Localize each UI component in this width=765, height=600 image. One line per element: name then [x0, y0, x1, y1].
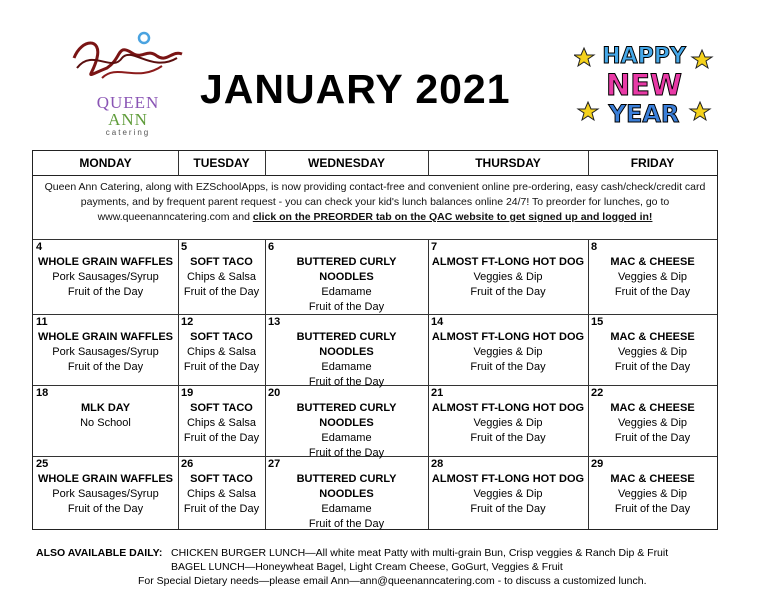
banner-year: YEAR — [608, 100, 680, 128]
lunch-calendar — [32, 150, 718, 530]
preorder-link[interactable]: click on the PREORDER tab on the QAC website to get signed up and logged in! — [252, 211, 653, 223]
side-2: Fruit of the Day — [470, 432, 546, 444]
main-dish: MAC & CHEESE — [610, 402, 695, 414]
footer-line-dietary: For Special Dietary needs—please email Ann—ann@queenanncatering.com - to discuss a customized lunch. — [138, 575, 647, 587]
main-dish: MAC & CHEESE — [610, 473, 695, 485]
day-number: 21 — [431, 387, 444, 399]
day-number: 20 — [268, 387, 281, 399]
side-2: Fruit of the Day — [470, 286, 546, 298]
day-cell — [33, 456, 178, 529]
main-dish: ALMOST FT-LONG HOT DOG — [431, 473, 585, 485]
side-2: Fruit of the Day — [614, 432, 691, 444]
page-title: JANUARY 2021 — [200, 66, 511, 112]
side-2: Fruit of the Day — [308, 447, 385, 459]
side-1: Pork Sausages/Syrup — [52, 346, 159, 358]
footer-line-chicken: CHICKEN BURGER LUNCH—All white meat Patty with multi-grain Bun, Crisp veggies & Ranch Dip & Fruit — [171, 547, 669, 559]
day-number: 26 — [181, 458, 194, 470]
day-cell — [265, 456, 428, 529]
day-number: 25 — [36, 458, 49, 470]
side-1: Veggies & Dip — [473, 346, 543, 358]
side-2: Fruit of the Day — [183, 432, 260, 444]
preorder-notice — [39, 180, 711, 225]
main-dish: BUTTERED CURLY NOODLES — [296, 473, 397, 500]
side-1: No School — [80, 417, 131, 429]
side-2: Fruit of the Day — [614, 286, 691, 298]
day-cell — [428, 385, 588, 456]
brand-queen: QUEEN — [96, 93, 160, 112]
day-cell — [588, 456, 717, 529]
day-cell — [428, 456, 588, 529]
day-cell — [265, 314, 428, 388]
side-1: Chips & Salsa — [186, 488, 257, 500]
side-2: Fruit of the Day — [470, 503, 546, 515]
side-2: Fruit of the Day — [308, 376, 385, 388]
day-cell — [588, 385, 717, 456]
day-cell — [33, 385, 178, 456]
day-number: 4 — [36, 241, 43, 253]
side-1: Edamame — [321, 503, 372, 515]
day-cell — [428, 314, 588, 385]
logo-scribble-icon — [62, 28, 192, 98]
side-2: Fruit of the Day — [67, 286, 144, 298]
day-number: 15 — [591, 316, 604, 328]
footer-line-bagel: BAGEL LUNCH—Honeywheat Bagel, Light Cream Cheese, GoGurt, Veggies & Fruit — [171, 561, 563, 573]
side-2: Fruit of the Day — [67, 361, 144, 373]
main-dish: SOFT TACO — [190, 256, 253, 268]
day-number: 18 — [36, 387, 49, 399]
main-dish: SOFT TACO — [190, 473, 253, 485]
footer-label: ALSO AVAILABLE DAILY: — [36, 547, 163, 559]
day-cell — [178, 314, 265, 385]
header-wednesday: WEDNESDAY — [265, 151, 428, 176]
notice-text: Queen Ann Catering, along with EZSchoolApps, is now providing contact-free and convenient online pre-ordering, easy cash/check/credit card payments, and by frequent parent request - you can check your kid's lunch balances online 24/7! To preorder for lunches, go to www.queenanncatering.com and — [44, 181, 706, 223]
banner-happy: HAPPY — [602, 44, 686, 69]
day-cell — [178, 456, 265, 529]
day-number: 6 — [268, 241, 275, 253]
day-number: 14 — [431, 316, 444, 328]
side-2: Fruit of the Day — [614, 361, 691, 373]
main-dish: BUTTERED CURLY NOODLES — [296, 402, 397, 429]
side-2: Fruit of the Day — [308, 301, 385, 313]
day-number: 13 — [268, 316, 281, 328]
main-dish: WHOLE GRAIN WAFFLES — [37, 473, 174, 485]
day-number: 28 — [431, 458, 444, 470]
side-1: Veggies & Dip — [617, 346, 688, 358]
day-cell — [178, 239, 265, 314]
day-number: 11 — [36, 316, 48, 328]
main-dish: BUTTERED CURLY NOODLES — [296, 256, 397, 283]
side-2: Fruit of the Day — [308, 518, 385, 530]
side-1: Pork Sausages/Syrup — [52, 488, 159, 500]
day-cell — [33, 314, 178, 385]
side-2: Fruit of the Day — [614, 503, 691, 515]
main-dish: ALMOST FT-LONG HOT DOG — [431, 402, 585, 414]
main-dish: ALMOST FT-LONG HOT DOG — [431, 331, 585, 343]
day-cell — [265, 385, 428, 459]
day-cell — [265, 239, 428, 314]
banner-new: NEW — [605, 68, 683, 102]
day-number: 8 — [591, 241, 598, 253]
happy-new-year-banner — [574, 40, 714, 130]
brand-catering: catering — [105, 128, 151, 137]
side-2: Fruit of the Day — [470, 361, 546, 373]
main-dish: ALMOST FT-LONG HOT DOG — [431, 256, 585, 268]
day-number: 22 — [591, 387, 604, 399]
side-1: Edamame — [321, 286, 372, 298]
main-dish: MAC & CHEESE — [610, 256, 695, 268]
side-1: Chips & Salsa — [186, 346, 257, 358]
side-1: Chips & Salsa — [186, 417, 257, 429]
side-1: Edamame — [321, 361, 372, 373]
day-cell — [178, 385, 265, 456]
day-number: 12 — [181, 316, 194, 328]
day-number: 7 — [431, 241, 438, 253]
side-2: Fruit of the Day — [183, 286, 260, 298]
side-1: Veggies & Dip — [617, 417, 688, 429]
side-1: Pork Sausages/Syrup — [52, 271, 159, 283]
queen-ann-logo — [62, 28, 192, 138]
day-cell — [33, 239, 178, 314]
main-dish: SOFT TACO — [190, 331, 253, 343]
side-2: Fruit of the Day — [183, 361, 260, 373]
side-2: Fruit of the Day — [183, 503, 260, 515]
side-1: Veggies & Dip — [473, 271, 543, 283]
day-cell — [588, 314, 717, 385]
header-friday: FRIDAY — [588, 151, 717, 176]
main-dish: MAC & CHEESE — [610, 331, 695, 343]
side-2: Fruit of the Day — [67, 503, 144, 515]
day-number: 29 — [591, 458, 604, 470]
header-thursday: THURSDAY — [428, 151, 588, 176]
main-dish: SOFT TACO — [190, 402, 253, 414]
main-dish: WHOLE GRAIN WAFFLES — [37, 256, 174, 268]
day-cell — [588, 239, 717, 314]
header-monday: MONDAY — [33, 151, 178, 176]
side-1: Edamame — [321, 432, 372, 444]
side-1: Veggies & Dip — [617, 271, 688, 283]
main-dish: WHOLE GRAIN WAFFLES — [37, 331, 174, 343]
side-1: Veggies & Dip — [473, 488, 543, 500]
side-1: Chips & Salsa — [186, 271, 257, 283]
side-1: Veggies & Dip — [473, 417, 543, 429]
day-number: 27 — [268, 458, 281, 470]
main-dish: BUTTERED CURLY NOODLES — [296, 331, 397, 358]
header-tuesday: TUESDAY — [178, 151, 265, 176]
side-1: Veggies & Dip — [617, 488, 688, 500]
main-dish: MLK DAY — [80, 402, 131, 414]
day-cell — [428, 239, 588, 314]
day-number: 5 — [181, 241, 188, 253]
day-number: 19 — [181, 387, 194, 399]
brand-ann: ANN — [108, 110, 148, 129]
